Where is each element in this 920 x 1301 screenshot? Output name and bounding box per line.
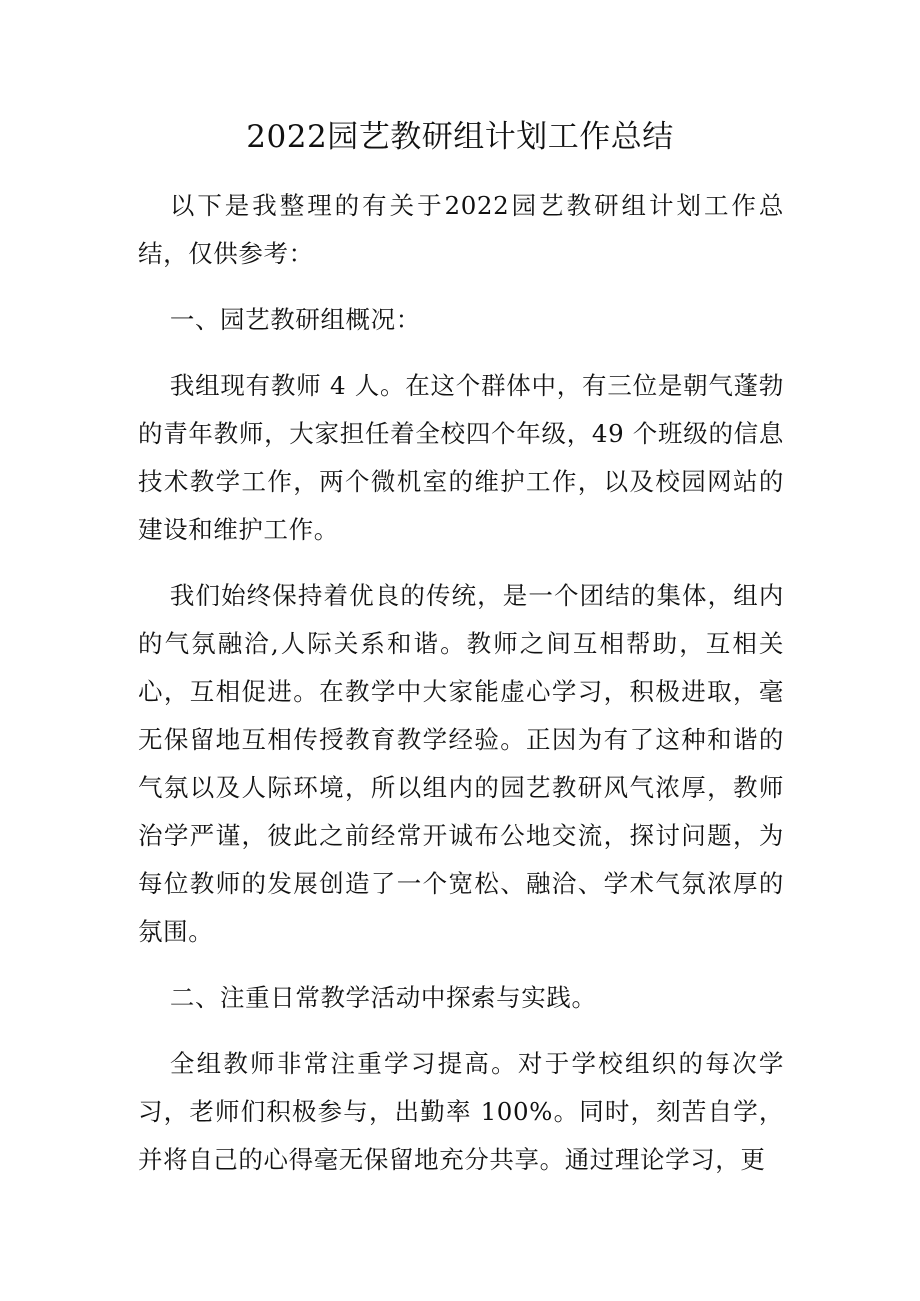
section-heading-1: 一、园艺教研组概况： — [169, 305, 421, 334]
body-paragraph: 我组现有教师 4 人。在这个群体中，有三位是朝气蓬勃的青年教师，大家担任着全校四个年级，49 个班级的信息技术教学工作，两个微机室的维护工作，以及校园网站的建设和维护工作。 — [138, 371, 784, 544]
document-body — [138, 182, 784, 1202]
body-paragraph: 全组教师非常注重学习提高。对于学校组织的每次学习，老师们积极参与，出勤率 100%。同时，刻苦自学，并将自己的心得毫无保留地充分共享。通过理论学习，更 — [138, 1049, 784, 1174]
body-paragraph: 我们始终保持着优良的传统，是一个团结的集体，组内的气氛融洽,人际关系和谐。教师之间互相帮助，互相关心，互相促进。在教学中大家能虚心学习，积极进取，毫无保留地互相传授教育教学经验。正因为有了这种和谐的气氛以及人际环境，所以组内的园艺教研风气浓厚，教师治学严谨，彼此之前经常开诚布公地交流，探讨问题，为每位教师的发展创造了一个宽松、融洽、学术气氛浓厚的氛围。 — [138, 581, 784, 946]
intro-paragraph: 以下是我整理的有关于2022园艺教研组计划工作总结，仅供参考： — [138, 191, 784, 268]
section-heading-2: 二、注重日常教学活动中探索与实践。 — [169, 983, 597, 1012]
document-title: 2022园艺教研组计划工作总结 — [246, 119, 674, 155]
